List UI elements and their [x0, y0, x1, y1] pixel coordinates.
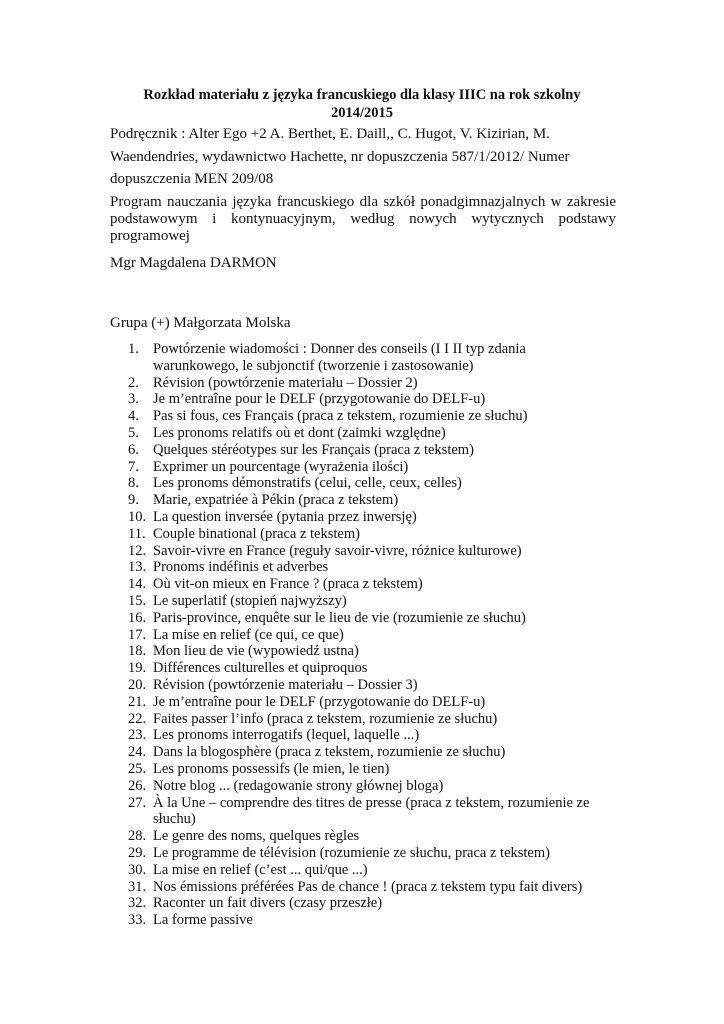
list-item-number: 13. [128, 559, 147, 576]
list-item-number: 10. [128, 508, 147, 525]
list-item-text: Pas si fous, ces Français (praca z tekstem, rozumienie ze słuchu) [153, 408, 528, 425]
list-item-text: Raconter un fait divers (czasy przeszłe) [153, 895, 383, 912]
list-item-text: warunkowego, le subjonctif (tworzenie i zastosowanie) [153, 357, 474, 374]
list-item-text: Révision (powtórzenie materiału – Dossier 3) [153, 676, 418, 693]
list-item-text: Le genre des noms, quelques règles [153, 828, 360, 845]
list-item-text: Nos émissions préférées Pas de chance ! (praca z tekstem typu fait divers) [153, 878, 583, 895]
list-item [128, 761, 589, 778]
list-item-number: 17. [128, 626, 147, 643]
list-item [128, 425, 589, 442]
group-label: Grupa (+) Małgorzata Molska [110, 315, 291, 331]
list-item-number: 29. [128, 844, 147, 861]
title-line-2: 2014/2015 [330, 105, 394, 121]
list-item [128, 727, 589, 744]
list-item-number: 9. [128, 492, 139, 509]
list-item-text: Notre blog ... (redagowanie strony głównej bloga) [153, 777, 444, 794]
list-item-number: 25. [128, 760, 147, 777]
teacher-name: Mgr Magdalena DARMON [110, 255, 277, 271]
list-item-text: Powtórzenie wiadomości : Donner des conseils (I I II typ zdania [153, 341, 526, 357]
list-item-text: Différences culturelles et quiproquos [153, 660, 368, 677]
list-item-number: 8. [128, 475, 139, 492]
list-item-number: 3. [128, 391, 139, 408]
list-item-number: 1. [128, 341, 139, 357]
list-item [128, 509, 589, 526]
list-item-text: Les pronoms relatifs où et dont (zaimki względne) [153, 424, 446, 441]
list-item-text: Révision (powtórzenie materiału – Dossier 2) [153, 374, 418, 391]
list-item [128, 895, 589, 912]
list-item [128, 744, 589, 761]
list-item-number: 27. [128, 794, 147, 811]
list-item-text: La forme passive [153, 912, 253, 929]
list-item [128, 442, 589, 459]
list-item-number: 32. [128, 895, 147, 912]
list-item-number: 15. [128, 592, 147, 609]
list-item-number: 26. [128, 777, 147, 794]
list-item [128, 879, 589, 896]
list-item-text: Faites passer l’info (praca z tekstem, rozumienie ze słuchu) [153, 710, 498, 727]
list-item-number: 12. [128, 542, 147, 559]
list-item-number: 11. [128, 525, 146, 542]
program-line-1: Program nauczania języka francuskiego dla szkół ponadgimnazjalnych w zakresie [110, 194, 616, 210]
list-item-number: 23. [128, 727, 147, 744]
list-item-text: Le programme de télévision (rozumienie ze słuchu, praca z tekstem) [153, 844, 550, 861]
list-item [128, 912, 589, 929]
list-item-text: La mise en relief (c’est ... qui/que ...) [153, 861, 368, 878]
list-item-text: Je m’entraîne pour le DELF (przygotowanie do DELF-u) [153, 693, 486, 710]
list-item-number: 33. [128, 912, 147, 929]
list-item-text: Exprimer un pourcentage (wyrażenia ilości) [153, 458, 409, 475]
list-item-number: 19. [128, 660, 147, 677]
list-item [128, 459, 589, 476]
list-item [128, 778, 589, 795]
list-item-number: 18. [128, 643, 147, 660]
list-item-number: 20. [128, 676, 147, 693]
list-item-number: 14. [128, 576, 147, 593]
title-line-1: Rozkład materiału z języka francuskiego dla klasy IIIC na rok szkolny [143, 87, 581, 103]
list-item [128, 845, 589, 862]
list-item [128, 828, 589, 845]
list-item-text: Le superlatif (stopień najwyższy) [153, 592, 347, 609]
list-item-text: słuchu) [153, 811, 196, 828]
list-item [128, 375, 589, 392]
list-item [128, 543, 589, 560]
list-item [128, 694, 589, 711]
list-item-text: Où vit-on mieux en France ? (praca z tekstem) [153, 576, 423, 593]
textbook-line-1: Podręcznik : Alter Ego +2 A. Berthet, E. Daill,, C. Hugot, V. Kizirian, M. [110, 126, 550, 142]
textbook-line-2: Waendendries, wydawnictwo Hachette, nr dopuszczenia 587/1/2012/ Numer [110, 149, 570, 165]
list-item [128, 576, 589, 593]
list-item [128, 677, 589, 694]
list-item-number: 30. [128, 861, 147, 878]
list-item-number: 31. [128, 878, 147, 895]
textbook-line-3: dopuszczenia MEN 209/08 [110, 171, 274, 187]
list-item-text: Paris-province, enquête sur le lieu de vie (rozumienie ze słuchu) [153, 609, 526, 626]
list-item-number: 21. [128, 693, 147, 710]
list-item-text: Pronoms indéfinis et adverbes [153, 559, 329, 576]
list-item-text: Quelques stéréotypes sur les Français (praca z tekstem) [153, 441, 474, 458]
list-item [128, 593, 589, 610]
list-item-text: Mon lieu de vie (wypowiedź ustna) [153, 643, 359, 660]
list-item-text: Savoir-vivre en France (reguły savoir-vivre, różnice kulturowe) [153, 542, 522, 559]
program-line-2: podstawowym i kontynuacyjnym, według nowych wytycznych podstawy [110, 211, 616, 227]
list-item [128, 559, 589, 576]
list-item [128, 643, 589, 660]
list-item-text: Dans la blogosphère (praca z tekstem, rozumienie ze słuchu) [153, 744, 506, 761]
program-line-3: programowej [110, 228, 190, 244]
list-item [128, 711, 589, 728]
list-item-text: La mise en relief (ce qui, ce que) [153, 626, 344, 643]
list-item [128, 341, 589, 375]
list-item [128, 795, 589, 829]
list-item-text: Je m’entraîne pour le DELF (przygotowanie do DELF-u) [153, 391, 486, 408]
list-item [128, 862, 589, 879]
list-item [128, 526, 589, 543]
list-item-number: 24. [128, 744, 147, 761]
list-item-text: Les pronoms démonstratifs (celui, celle, ceux, celles) [153, 475, 462, 492]
list-item [128, 627, 589, 644]
document-title [108, 86, 616, 122]
list-item [128, 492, 589, 509]
list-item [128, 391, 589, 408]
list-item [128, 610, 589, 627]
list-item-number: 22. [128, 710, 147, 727]
list-item-text: Les pronoms interrogatifs (lequel, laquelle ...) [153, 727, 420, 744]
list-item-number: 5. [128, 424, 139, 441]
list-item [128, 408, 589, 425]
list-item-number: 16. [128, 609, 147, 626]
list-item-text: Marie, expatriée à Pékin (praca z tekstem) [153, 492, 399, 509]
list-item-text: La question inversée (pytania przez inwersję) [153, 508, 417, 525]
list-item [128, 475, 589, 492]
list-item-number: 7. [128, 458, 139, 475]
list-item-number: 4. [128, 408, 139, 425]
list-item-number: 28. [128, 828, 147, 845]
list-item [128, 660, 589, 677]
list-item-number: 2. [128, 374, 139, 391]
list-item-text: Couple binational (praca z tekstem) [153, 525, 360, 542]
list-item-number: 6. [128, 441, 139, 458]
topics-list [128, 341, 589, 929]
list-item-text: À la Une – comprendre des titres de presse (praca z tekstem, rozumienie ze [153, 794, 590, 811]
list-item-text: Les pronoms possessifs (le mien, le tien) [153, 760, 390, 777]
